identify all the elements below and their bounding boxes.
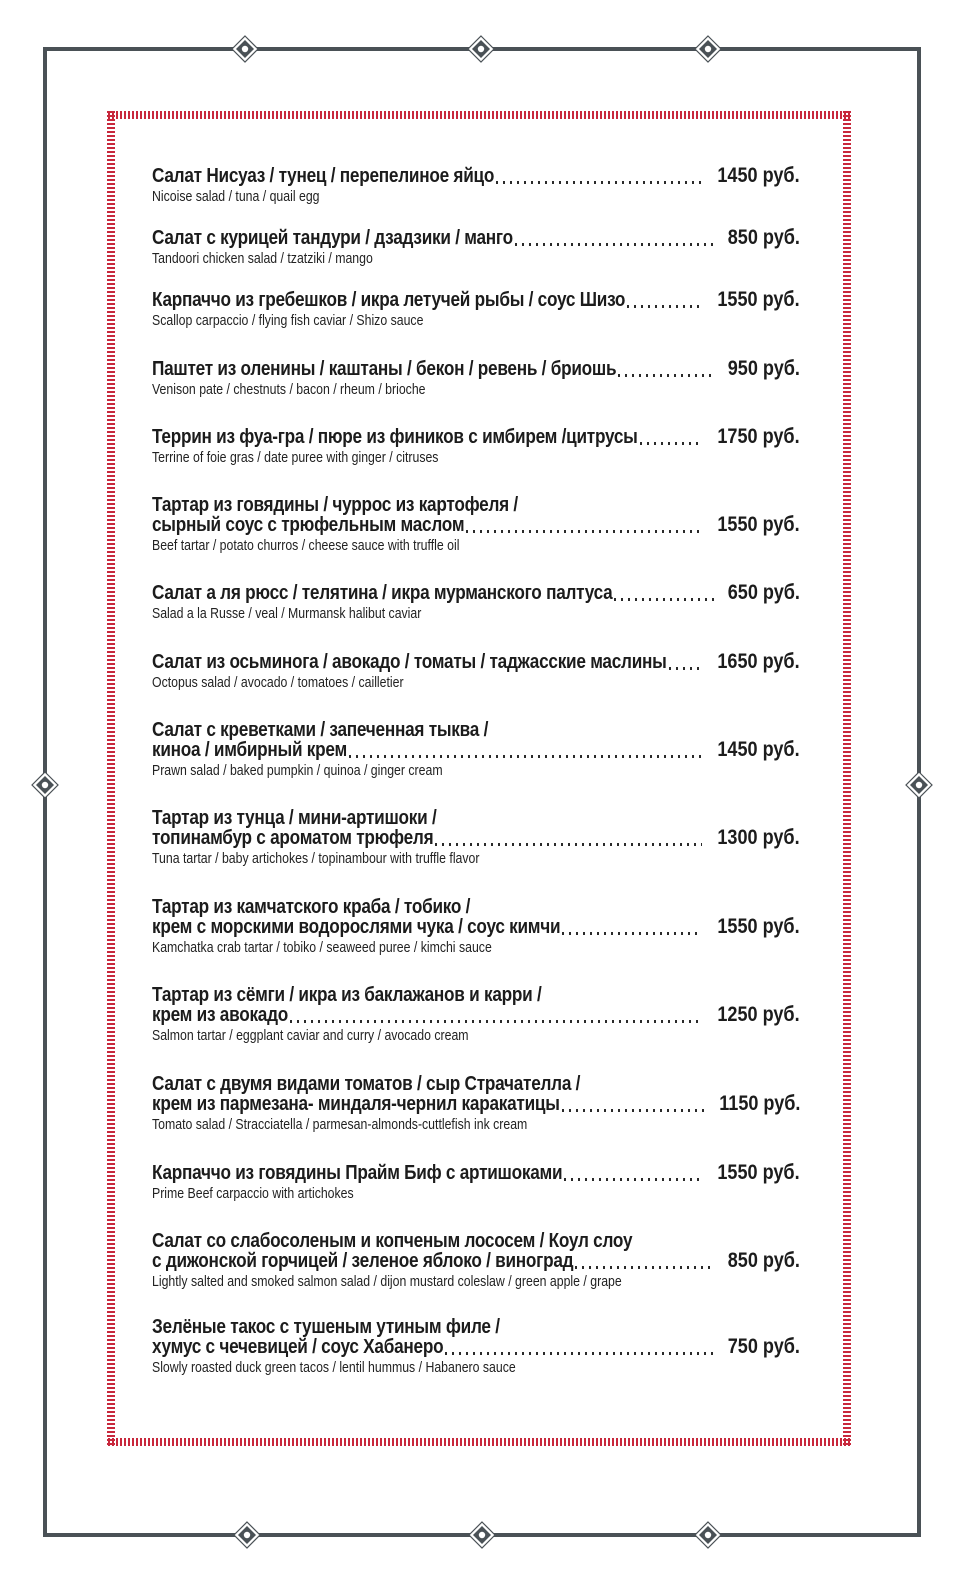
menu-item-name: Тартар из тунца / мини-артишоки / [152,807,437,829]
menu-item-price: 1650 руб. [717,650,800,673]
menu-item-name: Салат с курицей тандури / дзадзики / манго [152,227,513,249]
menu-item-description: Salad a la Russe / veal / Murmansk halibut caviar [152,605,422,622]
menu-item [152,721,800,779]
menu-item-description: Octopus salad / avocado / tomatoes / cailletier [152,674,404,691]
menu-item [152,986,800,1044]
menu-item [152,809,800,867]
menu-item-name-line [152,515,800,535]
menu-item-price: 1550 руб. [717,1161,800,1184]
menu-item-price: 1550 руб. [717,288,800,311]
menu-item-price: 750 руб. [727,1335,800,1358]
menu-item-price: 1450 руб. [717,164,800,187]
menu-item-name: Салат с креветками / запеченная тыква / [152,719,489,741]
dot-leader [445,1352,714,1355]
menu-item-name: киноа / имбирный крем [152,739,347,761]
menu-item-name-line [152,1005,800,1025]
diamond-ornament-icon [694,35,722,63]
menu-item-name: Салат из осьминога / авокадо / томаты / таджасские маслины [152,651,667,673]
dot-leader [562,1109,704,1112]
menu-item-name-line [152,427,800,447]
menu-item-name: хумус с чечевицей / соус Хабанеро [152,1336,444,1358]
menu-item [152,1075,800,1133]
menu-item-description: Tomato salad / Stracciatella / parmesan-almonds-cuttlefish ink cream [152,1116,528,1133]
red-border-top [108,111,852,119]
menu-item-description: Prime Beef carpaccio with artichokes [152,1185,354,1202]
menu-item-description: Terrine of foie gras / date puree with ginger / citruses [152,449,439,466]
dot-leader [618,374,714,377]
diamond-ornament-icon [694,1521,722,1549]
menu-item-description: Scallop carpaccio / flying fish caviar / Shizo sauce [152,312,424,329]
menu-item-price: 1550 руб. [717,513,800,536]
menu-item-name: Террин из фуа-гра / пюре из фиников с имбирем /цитрусы [152,426,638,448]
menu-item-name-line [152,652,800,672]
menu-item-name: Карпаччо из говядины Прайм Биф с артишоками [152,1162,563,1184]
menu-item-description: Prawn salad / baked pumpkin / quinoa / ginger cream [152,762,443,779]
menu-item-description: Tandoori chicken salad / tzatziki / mango [152,250,373,267]
dot-leader [349,755,702,758]
menu-item-name: Салат а ля рюсс / телятина / икра мурманского палтуса [152,582,613,604]
menu-item [152,228,800,267]
menu-item-name-line [152,809,800,828]
dot-leader [562,932,702,935]
menu-item-name: Тартар из сёмги / икра из баклажанов и карри / [152,984,542,1006]
diamond-ornament-icon [467,35,495,63]
menu-item-name: Тартар из говядины / чуррос из картофеля / [152,494,518,516]
dot-leader [627,305,702,308]
menu-item-name: крем с морскими водорослями чука / соус кимчи [152,916,561,938]
menu-item-price: 650 руб. [727,581,800,604]
menu-item [152,166,800,205]
menu-item-name: Салат Нисуаз / тунец / перепелиное яйцо [152,165,495,187]
menu-item-name-line [152,166,800,186]
dot-leader [435,843,702,846]
red-border-right [843,111,851,1446]
dot-leader [466,530,702,533]
dot-leader [614,598,714,601]
menu-item-name-line [152,1337,800,1357]
dot-leader [575,1266,714,1269]
menu-item [152,583,800,622]
menu-item-description: Tuna tartar / baby artichokes / topinambour with truffle flavor [152,850,480,867]
dot-leader [290,1020,702,1023]
menu-item-description: Slowly roasted duck green tacos / lentil hummus / Habanero sauce [152,1359,516,1376]
menu-item-name-line [152,917,800,937]
menu-item [152,359,800,398]
menu-item-price: 1150 руб. [718,1092,800,1115]
menu-item [152,1318,800,1376]
menu-item [152,290,800,329]
menu-item [152,427,800,466]
menu-item-name-line [152,721,800,740]
menu-item-name-line [152,359,800,379]
menu-item-name: крем из авокадо [152,1004,289,1026]
dot-leader [496,181,702,184]
menu-item-price: 1250 руб. [717,1003,800,1026]
menu-item-price: 850 руб. [727,1249,800,1272]
menu-item-name: топинамбур с ароматом трюфеля [152,827,434,849]
menu-item-description: Salmon tartar / eggplant caviar and curry / avocado cream [152,1027,469,1044]
menu-item-description: Lightly salted and smoked salmon salad / dijon mustard coleslaw / green apple / grape [152,1273,622,1290]
menu-item-name: Тартар из камчатского краба / тобико / [152,896,471,918]
menu-item-price: 850 руб. [727,226,800,249]
menu-item-name-line [152,828,800,848]
menu-item-name: Зелёные такос с тушеным утиным филе / [152,1316,500,1338]
menu-item-name-line [152,228,800,248]
menu-item-price: 1550 руб. [717,915,800,938]
diamond-ornament-icon [905,771,933,799]
menu-item-name: Салат с двумя видами томатов / сыр Страчателла / [152,1073,581,1095]
diamond-ornament-icon [468,1521,496,1549]
menu-item-description: Venison pate / chestnuts / bacon / rheum / brioche [152,381,426,398]
dot-leader [640,442,703,445]
menu-item-name-line [152,1251,800,1271]
menu-item-name-line [152,1232,800,1251]
menu-item-name-line [152,496,800,515]
menu-item [152,496,800,554]
red-border-bottom [108,1438,852,1446]
diamond-ornament-icon [31,771,59,799]
menu-item-price: 1450 руб. [717,738,800,761]
menu-item [152,898,800,956]
diamond-ornament-icon [231,35,259,63]
menu-item-name: Карпаччо из гребешков / икра летучей рыбы / соус Шизо [152,289,626,311]
menu-item-name-line [152,1163,800,1183]
menu-item-name: с дижонской горчицей / зеленое яблоко / виноград [152,1250,574,1272]
menu-item-name-line [152,1318,800,1337]
diamond-ornament-icon [233,1521,261,1549]
menu-item-name: Паштет из оленины / каштаны / бекон / ревень / бриошь [152,358,617,380]
dot-leader [669,667,703,670]
menu-item [152,1232,800,1290]
menu-item-name-line [152,290,800,310]
dot-leader [515,243,714,246]
menu-item-price: 1300 руб. [717,826,800,849]
menu-item-name-line [152,1094,800,1114]
menu-item-name-line [152,740,800,760]
red-border-left [107,111,115,1446]
menu-item [152,652,800,691]
menu-item-name: сырный соус с трюфельным маслом [152,514,465,536]
dot-leader [564,1178,702,1181]
menu-item-name-line [152,898,800,917]
menu-item-description: Beef tartar / potato churros / cheese sauce with truffle oil [152,537,460,554]
menu-item-name-line [152,986,800,1005]
menu-item-price: 1750 руб. [717,425,800,448]
menu-item-name: крем из пармезана- миндаля-чернил каракатицы [152,1093,560,1115]
menu-item-description: Nicoise salad / tuna / quail egg [152,188,320,205]
menu-item-price: 950 руб. [727,357,800,380]
menu-item-name-line [152,583,800,603]
menu-item-name: Салат со слабосоленым и копченым лососем / Коул слоу [152,1230,633,1252]
menu-item-description: Kamchatka crab tartar / tobiko / seaweed puree / kimchi sauce [152,939,492,956]
menu-item-name-line [152,1075,800,1094]
menu-item [152,1163,800,1202]
